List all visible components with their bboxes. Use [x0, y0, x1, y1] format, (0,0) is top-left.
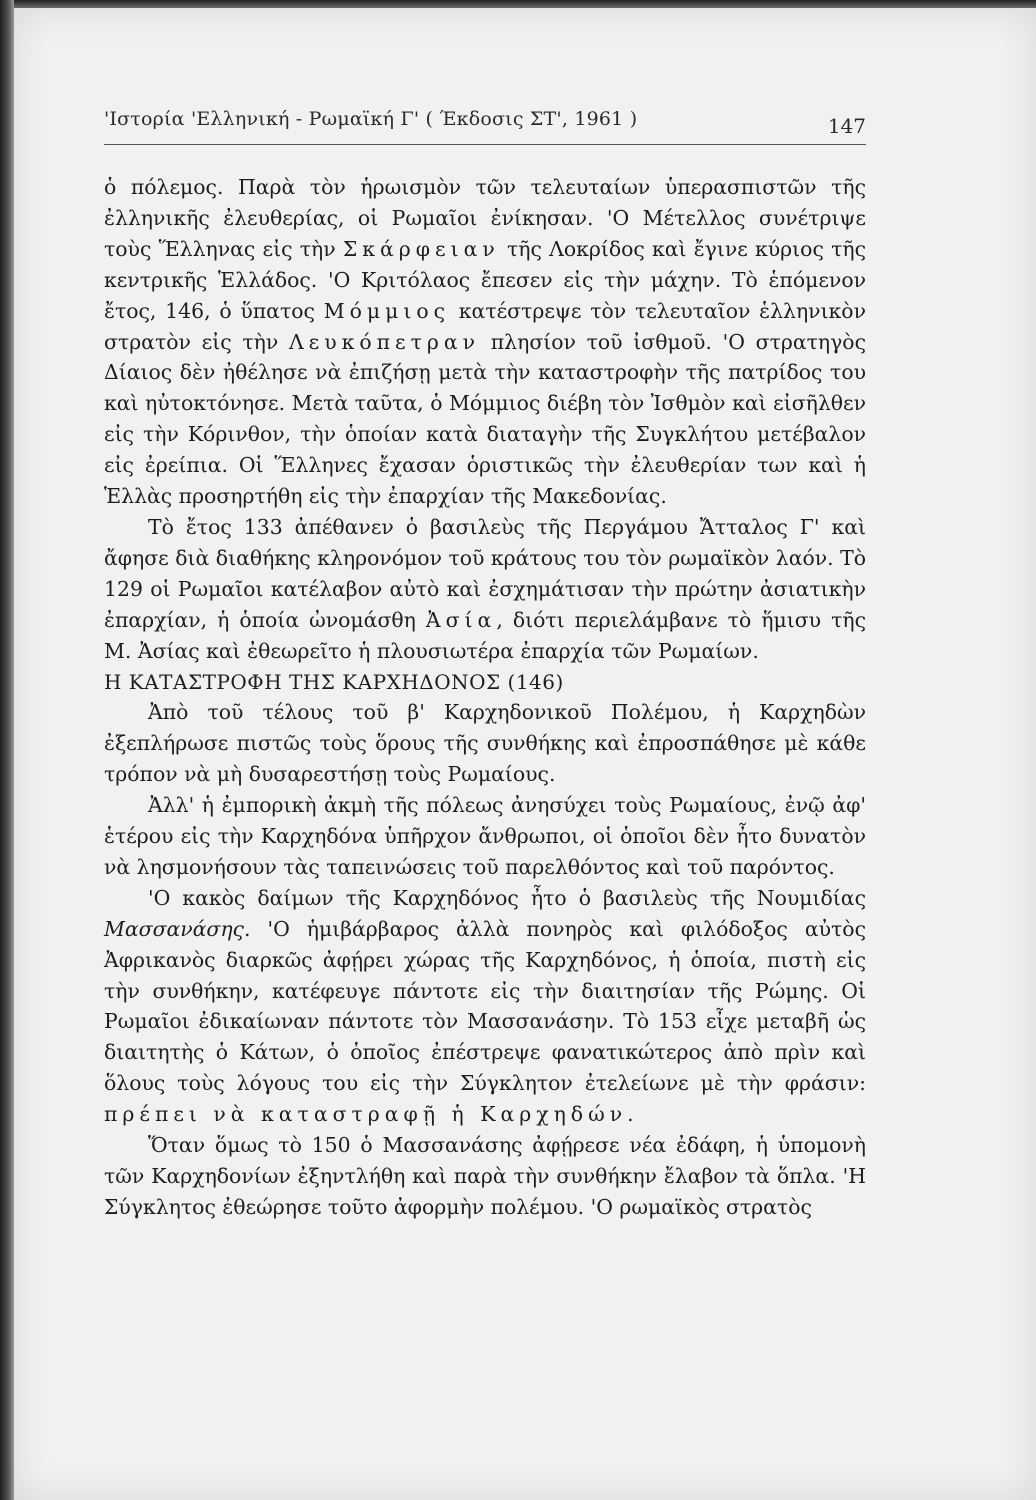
spaced-emphasis-text: Μόμμιος	[323, 298, 451, 323]
paragraph	[104, 883, 866, 1130]
header-title: 'Ιστορία 'Ελληνική - Ρωμαϊκή Γ' ( Έκδοσις ΣΤ', 1961 )	[104, 108, 638, 130]
section-body	[104, 697, 866, 1222]
running-header	[104, 100, 866, 145]
text-segment: , διότι περιελάμβανε τὸ ἥμισυ τῆς Μ. Ἀσίας καὶ ἐθεωρεῖτο ἡ πλουσιωτέρα ἐπαρχία τῶν Ρωμαίων.	[104, 607, 866, 663]
text-segment: κατέστρεψε τὸν τελευταῖον ἑλληνικὸν στρατὸν εἰς τὴν	[104, 298, 866, 354]
paragraph	[104, 172, 866, 512]
scan-left-edge	[0, 0, 14, 1500]
section-intro	[104, 172, 866, 667]
text-segment: Ὅταν ὅμως τὸ 150 ὁ Μασσανάσης ἀφῄρεσε νέα ἐδάφη, ἡ ὑπομονὴ τῶν Καρχηδονίων ἐξηντλήθη καὶ παρὰ τὴν συνθήκην ἔλαβον τὰ ὅπλα. 'Η Σύγκλητος ἐθεώρησε τοῦτο ἀφορμὴν πολέμου. 'Ο ρωμαϊκὸς στρατὸς	[104, 1133, 866, 1219]
text-segment: Ἀπὸ τοῦ τέλους τοῦ β' Καρχηδονικοῦ Πολέμου, ἡ Καρχηδὼν ἐξεπλήρωσε πιστῶς τοὺς ὅρους τῆς συνθήκης καὶ ἐπροσπάθησε μὲ κάθε τρόπον νὰ μὴ δυσαρεστήσῃ τοὺς Ρωμαίους.	[104, 700, 866, 787]
paragraph	[104, 1130, 866, 1223]
text-segment: πλησίον τοῦ ἰσθμοῦ. 'Ο στρατηγὸς Δίαιος δὲν ἠθέλησε νὰ ἐπιζήσῃ μετὰ τὴν καταστροφὴν τῆς πατρίδος του καὶ ηὐτοκτόνησε. Μετὰ ταῦτα, ὁ Μόμμιος διέβη τὸν Ἰσθμὸν καὶ εἰσῆλθεν εἰς τὴν Κόρινθον, τὴν ὁποίαν κατὰ διαταγὴν τῆς Συγκλήτου μετέβαλον εἰς ἐρείπια. Οἱ Ἕλληνες ἔχασαν ὁριστικῶς τὴν ἐλευθερίαν των καὶ ἡ Ἑλλὰς προσηρτήθη εἰς τὴν ἐπαρχίαν τῆς Μακεδονίας.	[104, 329, 866, 509]
text-segment: τῆς Λοκρίδος καὶ ἔγινε κύριος τῆς κεντρικῆς Ἑλλάδος. 'Ο Κριτόλαος ἔπεσεν εἰς τὴν μάχην. Τὸ ἑπόμενον ἔτος, 146, ὁ ὕπατος	[104, 236, 866, 323]
italic-text: Μασσανάσης	[104, 916, 244, 941]
page-number: 147	[827, 114, 866, 138]
paragraph	[104, 697, 866, 790]
text-segment: . 'Ο ἡμιβάρβαρος ἀλλὰ πονηρὸς καὶ φιλόδοξος αὐτὸς Ἀφρικανὸς διαρκῶς ἀφῄρει χώρας τῆς Καρχηδόνος, ἡ ὁποία, πιστὴ εἰς τὴν συνθήκην, κατέφευγε πάντοτε εἰς τὴν διαιτησίαν τῆς Ρώμης. Οἱ Ρωμαῖοι ἐδικαίωναν πάντοτε τὸν Μασσανάσην. Τὸ 153 εἶχε μεταβῆ ὡς διαιτητὴς ὁ Κάτων, ὁ ὁποῖος ἐπέστρεψε φανατικώτερος ἀπὸ πρὶν καὶ ὅλους τοὺς λόγους του εἰς τὴν Σύγκλητον ἐτελείωνε μὲ τὴν φράσιν:	[104, 916, 866, 1096]
text-segment: Ἀλλ' ἡ ἐμπορικὴ ἀκμὴ τῆς πόλεως ἀνησύχει τοὺς Ρωμαίους, ἐνῷ ἀφ' ἑτέρου εἰς τὴν Καρχηδόνα ὑπῆρχον ἄνθρωποι, οἱ ὁποῖοι δὲν ἦτο δυνατὸν νὰ λησμονήσουν τὰς ταπεινώσεις τοῦ παρελθόντος καὶ τοῦ παρόντος.	[104, 793, 866, 879]
text-segment: .	[627, 1102, 634, 1127]
spaced-emphasis-text: Σκάρφειαν	[342, 236, 500, 261]
spaced-emphasis-text: Ἀσία	[425, 607, 497, 632]
paragraph	[104, 512, 866, 667]
scan-top-edge	[0, 0, 1036, 8]
section-heading: Η ΚΑΤΑΣΤΡΟΦΗ ΤΗΣ ΚΑΡΧΗΔΟΝΟΣ (146)	[104, 669, 564, 694]
text-segment: 'Ο κακὸς δαίμων τῆς Καρχηδόνος ἦτο ὁ βασιλεὺς τῆς Νουμιδίας	[148, 885, 866, 910]
paragraph	[104, 790, 866, 883]
spaced-emphasis-text: πρέπει νὰ καταστραφῇ ἡ Καρχηδών	[104, 1102, 628, 1127]
text-segment: Τὸ ἔτος 133 ἀπέθανεν ὁ βασιλεὺς τῆς Περγάμου Ἄτταλος Γ' καὶ ἄφησε διὰ διαθήκης κληρονόμον τοῦ κράτους του τὸν ρωμαϊκὸν λαόν. Τὸ 129 οἱ Ρωμαῖοι κατέλαβον αὐτὸ καὶ ἐσχημάτισαν τὴν πρώτην ἀσιατικὴν ἐπαρχίαν, ἡ ὁποία ὠνομάσθη	[104, 514, 866, 632]
spaced-emphasis-text: Λευκόπετραν	[288, 329, 481, 354]
body-text	[104, 172, 866, 1223]
text-segment: ὁ πόλεμος. Παρὰ τὸν ἡρωισμὸν τῶν τελευταίων ὑπερασπιστῶν τῆς ἐλληνικῆς ἐλευθερίας, οἱ Ρωμαῖοι ἐνίκησαν. 'Ο Μέτελλος συνέτριψε τοὺς Ἕλληνας εἰς τὴν	[104, 175, 866, 261]
